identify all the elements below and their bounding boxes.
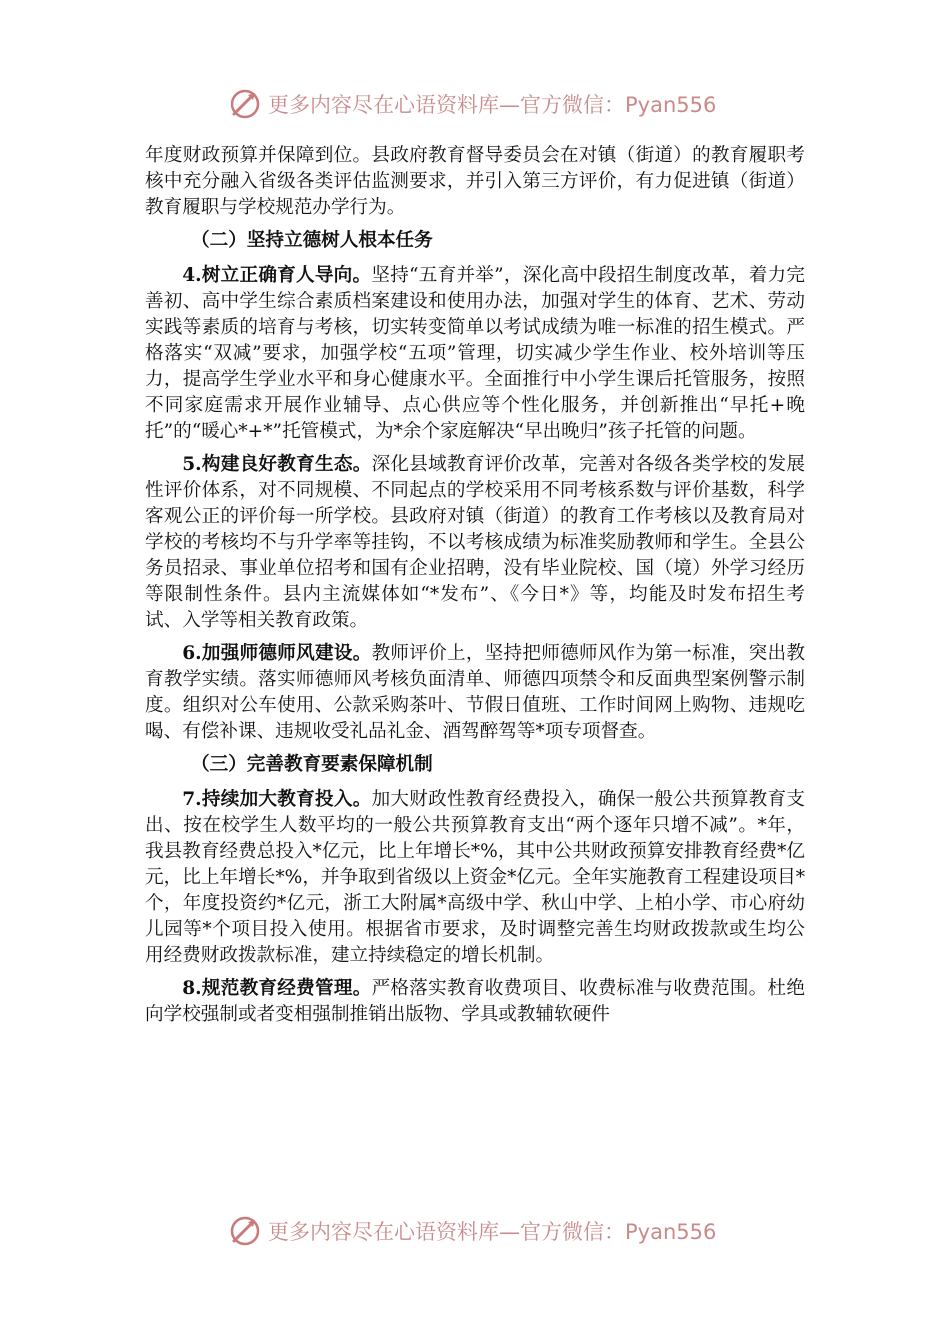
paragraph-text: 年度财政预算并保障到位。县政府教育督导委员会在对镇（街道）的教育履职考核中充分融入省级各类评估监测要求，并引入第三方评价，有力促进镇（街道）教育履职与学校规范办学行为。 — [145, 145, 805, 218]
paragraph-text: 深化县域教育评价改革，完善对各级各类学校的发展性评价体系，对不同规模、不同起点的学校采用不同考核系数与评价基数，科学客观公正的评价每一所学校。县政府对镇（街道）的教育工作考核以及教育局对学校的考核均不与升学率等挂钩，不以考核成绩为标准奖励教师和学生。全县公务员招录、事业单位招考和国有企业招聘，没有毕业院校、国（境）外学习经历等限制性条件。县内主流媒体如“*发布”、《今日*》等，均能及时发布招生考试、入学等相关教育政策。 — [145, 454, 805, 631]
paragraph-text: 坚持“五育并举”，深化高中段招生制度改革，着力完善初、高中学生综合素质档案建设和使用办法，加强对学生的体育、艺术、劳动实践等素质的培育与考核，切实转变简单以考试成绩为唯一标准的招生模式。严格落实“双减”要求，加强学校“五项”管理，切实减少学生作业、校外培训等压力，提高学生学业水平和身心健康水平。全面推行中小学生课后托管服务，按照不同家庭需求开展作业辅导、点心供应等个性化服务，并创新推出“早托+晚托”的“暖心*+*”托管模式，为*余个家庭解决“早出晚归”孩子托管的问题。 — [145, 265, 805, 442]
paragraph-lead: 5.构建良好教育生态。 — [182, 454, 372, 475]
watermark-header — [228, 84, 748, 124]
paragraph-lead: 4.树立正确育人导向。 — [182, 265, 372, 286]
paragraph-lead: 6.加强师德师风建设。 — [182, 643, 372, 664]
paragraph-lead: 7.持续加大教育投入。 — [182, 789, 372, 810]
logo-icon — [228, 1214, 262, 1248]
paragraph-lead: 8.规范教育经费管理。 — [182, 978, 372, 999]
paragraph-text: 严格落实教育收费项目、收费标准与收费范围。杜绝向学校强制或者变相强制推销出版物、学具或教辅软硬件 — [145, 978, 805, 1025]
watermark-text: 更多内容尽在心语资料库—官方微信：Pyan556 — [268, 1220, 717, 1244]
watermark-footer — [228, 1211, 748, 1251]
paragraph — [145, 787, 805, 969]
paragraph — [145, 976, 805, 1028]
section-heading: （三）完善教育要素保障机制 — [191, 754, 433, 775]
paragraph — [145, 452, 805, 634]
paragraph-text: 教师评价上，坚持把师德师风作为第一标准，突出教育教学实绩。落实师德师风考核负面清单、师德四项禁令和反面典型案例警示制度。组织对公车使用、公款采购茶叶、节假日值班、工作时间网上购物、违规吃喝、有偿补课、违规收受礼品礼金、酒驾醉驾等*项专项督查。 — [145, 643, 805, 742]
document-body — [145, 143, 805, 1035]
logo-icon — [228, 87, 262, 121]
paragraph-text: 加大财政性教育经费投入，确保一般公共预算教育支出、按在校学生人数平均的一般公共预算教育支出“两个逐年只增不减”。*年，我县教育经费总投入*亿元，比上年增长*%，其中公共财政预算安排教育经费*亿元，比上年增长*%，并争取到省级以上资金*亿元。全年实施教育工程建设项目*个，年度投资约*亿元，浙工大附属*高级中学、秋山中学、上柏小学、市心府幼儿园等*个项目投入使用。根据省市要求，及时调整完善生均财政拨款或生均公用经费财政拨款标准，建立持续稳定的增长机制。 — [145, 789, 805, 966]
paragraph — [145, 143, 805, 221]
paragraph — [145, 641, 805, 745]
section-heading: （二）坚持立德树人根本任务 — [191, 230, 433, 251]
paragraph — [145, 263, 805, 445]
watermark-text: 更多内容尽在心语资料库—官方微信：Pyan556 — [268, 93, 717, 117]
